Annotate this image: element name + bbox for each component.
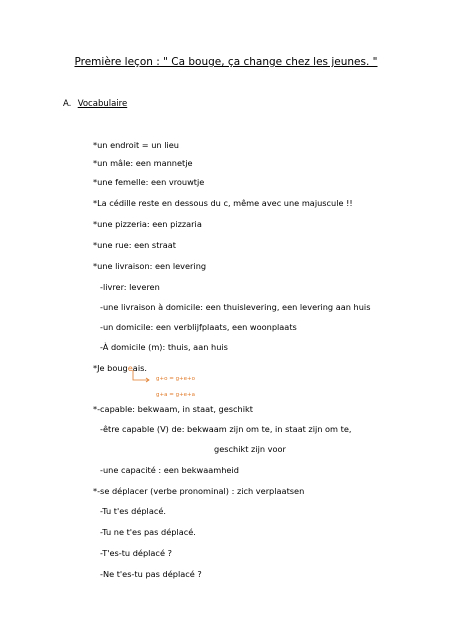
section-number: A. [63, 99, 72, 109]
section-label: Vocabulaire [77, 99, 128, 109]
example-line: -T'es-tu déplacé ? [100, 548, 172, 558]
vocab-line: *un mâle: een mannetje [93, 158, 193, 168]
page-title: Première leçon : " Ca bouge, ça change chez les jeunes. " [74, 56, 378, 68]
vocab-subline: -livrer: leveren [100, 282, 160, 292]
annotation-note: g+a = g+e+a [156, 392, 196, 398]
vocab-continuation: geschikt zijn voor [214, 444, 286, 454]
vocab-subline: -À domicile (m): thuis, aan huis [100, 342, 228, 352]
vocab-subline: -une livraison à domicile: een thuislevering, een levering aan huis [100, 302, 371, 312]
vocab-line: *-capable: bekwaam, in staat, geschikt [93, 404, 253, 414]
example-line: -Tu t'es déplacé. [100, 506, 166, 516]
vocab-line: *une femelle: een vrouwtje [93, 177, 205, 187]
vocab-line: *-se déplacer (verbe pronominal) : zich verplaatsen [93, 486, 305, 496]
vocab-line: *une livraison: een levering [93, 261, 207, 271]
example-line: -Ne t'es-tu pas déplacé ? [100, 569, 202, 579]
annotation-note: g+o = g+e+o [156, 376, 196, 382]
vocab-subline: -être capable (V) de: bekwaam zijn om te, in staat zijn om te, [100, 424, 352, 434]
vocab-line: *une pizzeria: een pizzaria [93, 219, 202, 229]
vocab-subline: -une capacité : een bekwaamheid [100, 465, 239, 475]
example-line: -Tu ne t'es pas déplacé. [100, 527, 196, 537]
vocab-subline: -un domicile: een verblijfplaats, een woonplaats [100, 322, 297, 332]
vocab-line: *La cédille reste en dessous du c, même avec une majuscule !! [93, 198, 353, 208]
vocab-line: *un endroit = un lieu [93, 140, 180, 150]
bougeais-after: ais. [132, 363, 147, 373]
bougeais-highlight: e [127, 363, 133, 373]
bougeais-before: *Je boug [93, 363, 128, 373]
vocab-line: *une rue: een straat [93, 240, 177, 250]
